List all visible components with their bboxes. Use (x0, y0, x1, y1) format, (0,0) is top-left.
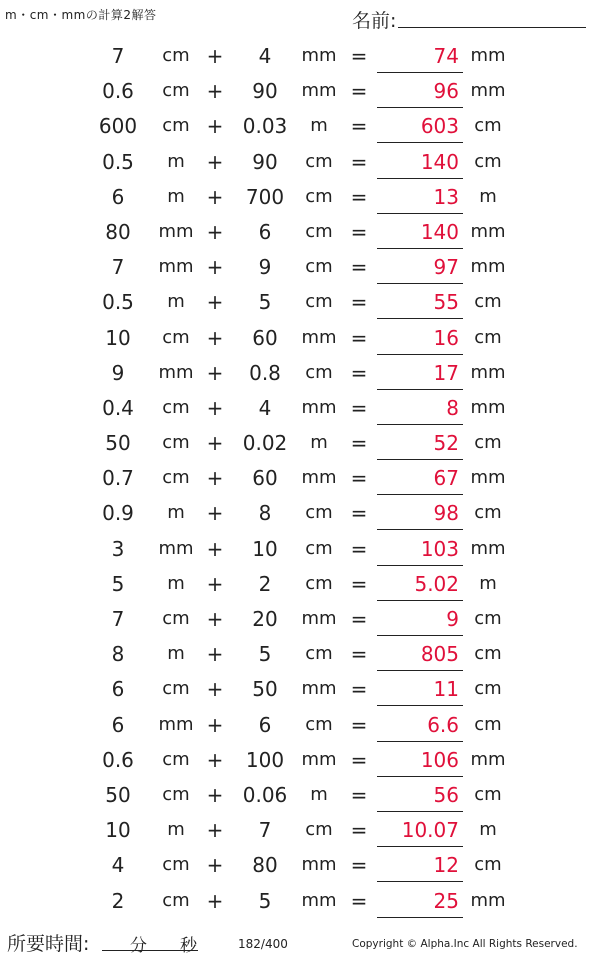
equals-sign: = (350, 571, 368, 596)
problem-row (0, 462, 600, 497)
plus-sign: + (206, 360, 224, 385)
unit-a: cm (162, 467, 190, 489)
unit-b: cm (305, 502, 333, 524)
plus-sign: + (206, 255, 224, 280)
unit-b: cm (305, 572, 333, 594)
problem-row (0, 181, 600, 216)
plus-sign: + (206, 782, 224, 807)
plus-sign: + (206, 607, 224, 631)
unit-b: cm (305, 150, 333, 172)
problem-row (0, 216, 600, 251)
page-number: 182/400 (238, 937, 288, 951)
operand-a: 0.6 (102, 79, 134, 104)
answer-line (377, 213, 463, 214)
operand-b: 20 (252, 607, 278, 631)
answer-line (377, 389, 463, 390)
operand-b: 0.06 (242, 782, 288, 807)
answer-unit: cm (474, 643, 502, 665)
problem-row (0, 110, 600, 145)
copyright: Copyright © Alpha.Inc All Rights Reserved. (352, 938, 578, 950)
plus-sign: + (206, 325, 224, 350)
equals-sign: = (350, 747, 368, 772)
answer-unit: cm (474, 115, 502, 137)
operand-b: 2 (258, 571, 272, 596)
unit-b: mm (301, 748, 337, 770)
equals-sign: = (350, 782, 368, 807)
answer-line (377, 917, 463, 918)
plus-sign: + (206, 536, 224, 561)
equals-sign: = (350, 184, 368, 209)
operand-a: 0.5 (102, 149, 134, 174)
operand-a: 10 (105, 818, 131, 843)
operand-b: 10 (252, 536, 278, 561)
equals-sign: = (350, 395, 368, 420)
answer-unit: cm (474, 150, 502, 172)
operand-b: 9 (258, 255, 272, 280)
answer-unit: cm (474, 854, 502, 876)
unit-a: cm (162, 432, 190, 454)
unit-b: cm (305, 537, 333, 559)
plus-sign: + (206, 677, 224, 702)
answer: 16 (433, 325, 459, 350)
plus-sign: + (206, 79, 224, 104)
answer: 96 (433, 79, 459, 104)
unit-a: cm (162, 783, 190, 805)
answer-line (377, 600, 463, 601)
answer: 98 (433, 501, 459, 526)
operand-a: 5 (111, 571, 125, 596)
operand-a: 7 (111, 255, 125, 280)
answer-line (377, 72, 463, 73)
problem-list (0, 40, 600, 920)
equals-sign: = (350, 219, 368, 244)
problem-row (0, 392, 600, 427)
operand-a: 50 (105, 782, 131, 807)
unit-a: cm (162, 396, 190, 418)
answer-unit: cm (474, 291, 502, 313)
answer: 55 (433, 290, 459, 315)
operand-a: 3 (111, 536, 125, 561)
plus-sign: + (206, 747, 224, 772)
unit-b: cm (305, 713, 333, 735)
answer: 12 (433, 853, 459, 878)
answer: 5.02 (414, 571, 459, 596)
answer-line (377, 846, 463, 847)
plus-sign: + (206, 501, 224, 526)
answer-unit: cm (474, 502, 502, 524)
operand-a: 6 (111, 677, 125, 702)
problem-row (0, 849, 600, 884)
operand-b: 5 (258, 642, 272, 667)
plus-sign: + (206, 149, 224, 174)
answer-line (377, 318, 463, 319)
answer: 10.07 (401, 818, 459, 843)
operand-a: 0.6 (102, 747, 134, 772)
equals-sign: = (350, 677, 368, 702)
equals-sign: = (350, 712, 368, 737)
answer-line (377, 283, 463, 284)
minutes-label: 分 (130, 936, 147, 956)
unit-b: mm (301, 80, 337, 102)
operand-b: 5 (258, 290, 272, 315)
answer-unit: mm (470, 220, 506, 242)
plus-sign: + (206, 466, 224, 491)
answer: 103 (420, 536, 459, 561)
answer-line (377, 670, 463, 671)
operand-a: 10 (105, 325, 131, 350)
answer-unit: mm (470, 748, 506, 770)
unit-b: mm (301, 326, 337, 348)
equals-sign: = (350, 149, 368, 174)
answer: 106 (420, 747, 459, 772)
answer-line (377, 459, 463, 460)
unit-b: mm (301, 889, 337, 911)
problem-row (0, 497, 600, 532)
operand-b: 6 (258, 712, 272, 737)
operand-b: 4 (258, 395, 272, 420)
unit-a: mm (158, 256, 194, 278)
answer: 97 (433, 255, 459, 280)
answer-unit: cm (474, 783, 502, 805)
unit-a: mm (158, 361, 194, 383)
answer-line (377, 142, 463, 143)
problem-row (0, 603, 600, 638)
answer-unit: mm (470, 80, 506, 102)
equals-sign: = (350, 44, 368, 68)
operand-b: 8 (258, 501, 272, 526)
equals-sign: = (350, 888, 368, 913)
unit-a: m (167, 502, 185, 524)
unit-a: mm (158, 537, 194, 559)
problem-row (0, 427, 600, 462)
equals-sign: = (350, 853, 368, 878)
answer: 140 (420, 219, 459, 244)
answer-unit: mm (470, 396, 506, 418)
unit-a: m (167, 643, 185, 665)
equals-sign: = (350, 501, 368, 526)
time-label: 所要時間: (7, 933, 90, 955)
answer-line (377, 424, 463, 425)
problem-row (0, 75, 600, 110)
operand-a: 600 (98, 114, 138, 139)
equals-sign: = (350, 431, 368, 456)
worksheet-title: m・cm・mmの計算2解答 (5, 8, 157, 22)
operand-a: 7 (111, 607, 125, 631)
problem-row (0, 568, 600, 603)
problem-row (0, 533, 600, 568)
operand-a: 2 (111, 888, 125, 913)
answer: 805 (420, 642, 459, 667)
unit-b: mm (301, 396, 337, 418)
problem-row (0, 357, 600, 392)
unit-b: cm (305, 185, 333, 207)
plus-sign: + (206, 290, 224, 315)
unit-a: cm (162, 678, 190, 700)
answer-line (377, 248, 463, 249)
unit-a: m (167, 150, 185, 172)
problem-row (0, 322, 600, 357)
problem-row (0, 638, 600, 673)
equals-sign: = (350, 818, 368, 843)
answer: 67 (433, 466, 459, 491)
equals-sign: = (350, 325, 368, 350)
operand-b: 100 (245, 747, 285, 772)
unit-b: m (310, 115, 328, 137)
answer-unit: cm (474, 678, 502, 700)
answer: 8 (446, 395, 459, 420)
operand-a: 9 (111, 360, 125, 385)
plus-sign: + (206, 642, 224, 667)
unit-b: cm (305, 256, 333, 278)
plus-sign: + (206, 219, 224, 244)
plus-sign: + (206, 888, 224, 913)
name-input-line[interactable] (398, 27, 586, 28)
answer-unit: cm (474, 713, 502, 735)
answer-line (377, 881, 463, 882)
operand-b: 0.03 (242, 114, 288, 139)
answer-line (377, 741, 463, 742)
answer-unit: mm (470, 889, 506, 911)
unit-a: m (167, 291, 185, 313)
operand-a: 50 (105, 431, 131, 456)
answer-unit: mm (470, 537, 506, 559)
problem-row (0, 40, 600, 75)
unit-a: m (167, 572, 185, 594)
operand-a: 0.7 (102, 466, 134, 491)
problem-row (0, 251, 600, 286)
unit-a: mm (158, 220, 194, 242)
operand-b: 4 (258, 44, 272, 68)
equals-sign: = (350, 290, 368, 315)
answer-unit: m (479, 572, 497, 594)
operand-b: 90 (252, 149, 278, 174)
plus-sign: + (206, 571, 224, 596)
answer: 13 (433, 184, 459, 209)
answer-unit: mm (470, 467, 506, 489)
unit-a: cm (162, 115, 190, 137)
operand-a: 0.9 (102, 501, 134, 526)
answer-line (377, 635, 463, 636)
plus-sign: + (206, 431, 224, 456)
equals-sign: = (350, 642, 368, 667)
unit-a: cm (162, 80, 190, 102)
operand-b: 700 (245, 184, 285, 209)
answer-line (377, 565, 463, 566)
unit-b: cm (305, 819, 333, 841)
equals-sign: = (350, 607, 368, 631)
operand-b: 60 (252, 325, 278, 350)
operand-b: 5 (258, 888, 272, 913)
answer: 140 (420, 149, 459, 174)
unit-b: mm (301, 854, 337, 876)
answer-line (377, 354, 463, 355)
unit-b: m (310, 783, 328, 805)
answer: 74 (433, 44, 459, 68)
problem-row (0, 885, 600, 920)
operand-b: 80 (252, 853, 278, 878)
answer: 6.6 (427, 712, 459, 737)
answer: 56 (433, 782, 459, 807)
unit-b: m (310, 432, 328, 454)
operand-a: 0.5 (102, 290, 134, 315)
answer: 52 (433, 431, 459, 456)
answer: 11 (433, 677, 459, 702)
problem-row (0, 709, 600, 744)
problem-row (0, 673, 600, 708)
equals-sign: = (350, 536, 368, 561)
operand-a: 6 (111, 184, 125, 209)
answer-unit: mm (470, 45, 506, 66)
answer-unit: cm (474, 432, 502, 454)
name-label: 名前: (352, 10, 397, 32)
plus-sign: + (206, 114, 224, 139)
problem-row (0, 779, 600, 814)
unit-a: m (167, 185, 185, 207)
equals-sign: = (350, 255, 368, 280)
operand-b: 0.02 (242, 431, 288, 456)
unit-a: cm (162, 45, 190, 66)
unit-b: mm (301, 678, 337, 700)
equals-sign: = (350, 360, 368, 385)
problem-row (0, 286, 600, 321)
operand-a: 0.4 (102, 395, 134, 420)
problem-row (0, 814, 600, 849)
answer-line (377, 529, 463, 530)
answer-unit: m (479, 819, 497, 841)
seconds-label: 秒 (180, 936, 197, 956)
unit-b: mm (301, 45, 337, 66)
operand-a: 8 (111, 642, 125, 667)
unit-b: cm (305, 220, 333, 242)
unit-a: cm (162, 889, 190, 911)
plus-sign: + (206, 712, 224, 737)
plus-sign: + (206, 395, 224, 420)
unit-b: cm (305, 643, 333, 665)
unit-a: cm (162, 748, 190, 770)
operand-a: 80 (105, 219, 131, 244)
answer: 17 (433, 360, 459, 385)
operand-a: 6 (111, 712, 125, 737)
answer: 25 (433, 888, 459, 913)
answer-line (377, 107, 463, 108)
answer-unit: mm (470, 361, 506, 383)
unit-b: cm (305, 361, 333, 383)
operand-a: 7 (111, 44, 125, 68)
answer-unit: cm (474, 608, 502, 629)
unit-a: cm (162, 326, 190, 348)
unit-a: mm (158, 713, 194, 735)
unit-a: cm (162, 854, 190, 876)
problem-row (0, 146, 600, 181)
answer-unit: cm (474, 326, 502, 348)
answer-line (377, 811, 463, 812)
plus-sign: + (206, 184, 224, 209)
operand-b: 0.8 (249, 360, 281, 385)
equals-sign: = (350, 466, 368, 491)
operand-b: 6 (258, 219, 272, 244)
unit-a: cm (162, 608, 190, 629)
unit-b: mm (301, 608, 337, 629)
plus-sign: + (206, 818, 224, 843)
answer-unit: mm (470, 256, 506, 278)
problem-row (0, 744, 600, 779)
equals-sign: = (350, 114, 368, 139)
answer: 603 (420, 114, 459, 139)
operand-b: 90 (252, 79, 278, 104)
answer-line (377, 705, 463, 706)
unit-b: cm (305, 291, 333, 313)
unit-a: m (167, 819, 185, 841)
answer-line (377, 494, 463, 495)
equals-sign: = (350, 79, 368, 104)
answer-unit: m (479, 185, 497, 207)
answer-line (377, 178, 463, 179)
operand-b: 50 (252, 677, 278, 702)
unit-b: mm (301, 467, 337, 489)
operand-b: 7 (258, 818, 272, 843)
operand-a: 4 (111, 853, 125, 878)
answer: 9 (446, 607, 459, 631)
answer-line (377, 776, 463, 777)
plus-sign: + (206, 44, 224, 68)
plus-sign: + (206, 853, 224, 878)
operand-b: 60 (252, 466, 278, 491)
